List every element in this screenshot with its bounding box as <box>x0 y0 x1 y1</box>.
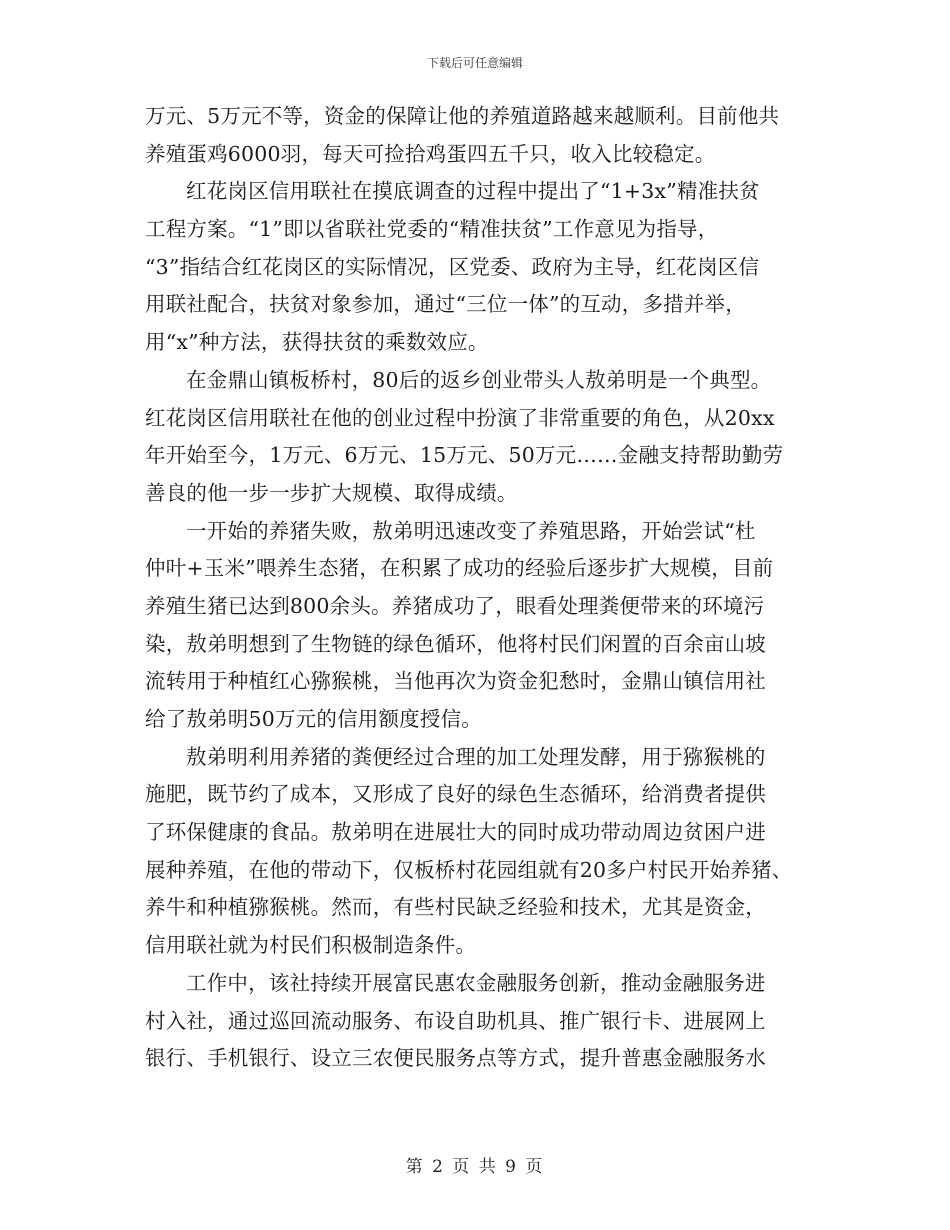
text-line: 养牛和种植猕猴桃。然而，有些村民缺乏经验和技术，尤其是资金， <box>145 895 766 920</box>
text-line: 年开始至今，1万元、6万元、15万元、50万元……金融支持帮助勤劳 <box>145 443 784 468</box>
text-line: 流转用于种植红心猕猴桃，当他再次为资金犯愁时，金鼎山镇信用社 <box>145 669 766 694</box>
paragraph-start-line: 一开始的养猪失败，敖弟明迅速改变了养殖思路，开始尝试“杜 <box>186 518 756 543</box>
text-line: 万元、5万元不等，资金的保障让他的养殖道路越来越顺利。目前他共 <box>145 104 780 128</box>
page-number-footer: 第 2 页 共 9 页 <box>405 1157 545 1177</box>
paragraph-start-line: 红花岗区信用联社在摸底调查的过程中提出了“1+3x”精准扶贫 <box>186 179 760 204</box>
page-header: 下载后可任意编辑 <box>426 56 523 70</box>
text-line: 用联社配合，扶贫对象参加，通过“三位一体”的互动，多措并举， <box>145 292 746 317</box>
text-line: 给了敖弟明50万元的信用额度授信。 <box>145 707 482 731</box>
text-line: 养殖生猪已达到800余头。养猪成功了，眼看处理粪便带来的环境污 <box>145 593 765 618</box>
text-line: 善良的他一步一步扩大规模、取得成绩。 <box>145 480 518 505</box>
text-line: 施肥，既节约了成本，又形成了良好的绿色生态循环，给消费者提供 <box>145 782 766 807</box>
text-line: 工程方案。“1”即以省联社党委的“精准扶贫”工作意见为指导， <box>145 217 719 242</box>
text-line: 银行、手机银行、设立三农便民服务点等方式，提升普惠金融服务水 <box>145 1046 766 1071</box>
text-line: 染，敖弟明想到了生物链的绿色循环，他将村民们闲置的百余亩山坡 <box>145 631 766 656</box>
paragraph-start-line: 工作中，该社持续开展富民惠农金融服务创新，推动金融服务进 <box>186 970 766 995</box>
text-line: 用“x”种方法，获得扶贫的乘数效应。 <box>145 330 489 355</box>
text-line: 红花岗区信用联社在他的创业过程中扮演了非常重要的角色，从20xx <box>145 405 775 430</box>
text-line: 村入社，通过巡回流动服务、布设自助机具、推广银行卡、进展网上 <box>145 1008 766 1033</box>
text-line: 展种养殖，在他的带动下，仅板桥村花园组就有20多户村民开始养猪、 <box>145 857 793 882</box>
text-line: “3”指结合红花岗区的实际情况，区党委、政府为主导，红花岗区信 <box>145 254 760 279</box>
document-body <box>145 98 817 1078</box>
text-line: 仲叶+玉米”喂养生态猪，在积累了成功的经验后逐步扩大规模，目前 <box>145 556 774 581</box>
paragraph-start-line: 在金鼎山镇板桥村，80后的返乡创业带头人敖弟明是一个典型。 <box>186 367 772 392</box>
text-line: 信用联社就为村民们积极制造条件。 <box>145 933 477 958</box>
text-line: 了环保健康的食品。敖弟明在进展壮大的同时成功带动周边贫困户进 <box>145 820 766 845</box>
paragraph-start-line: 敖弟明利用养猪的粪便经过合理的加工处理发酵，用于猕猴桃的 <box>186 744 766 769</box>
text-line: 养殖蛋鸡6000羽，每天可捡拾鸡蛋四五千只，收入比较稳定。 <box>145 141 716 166</box>
